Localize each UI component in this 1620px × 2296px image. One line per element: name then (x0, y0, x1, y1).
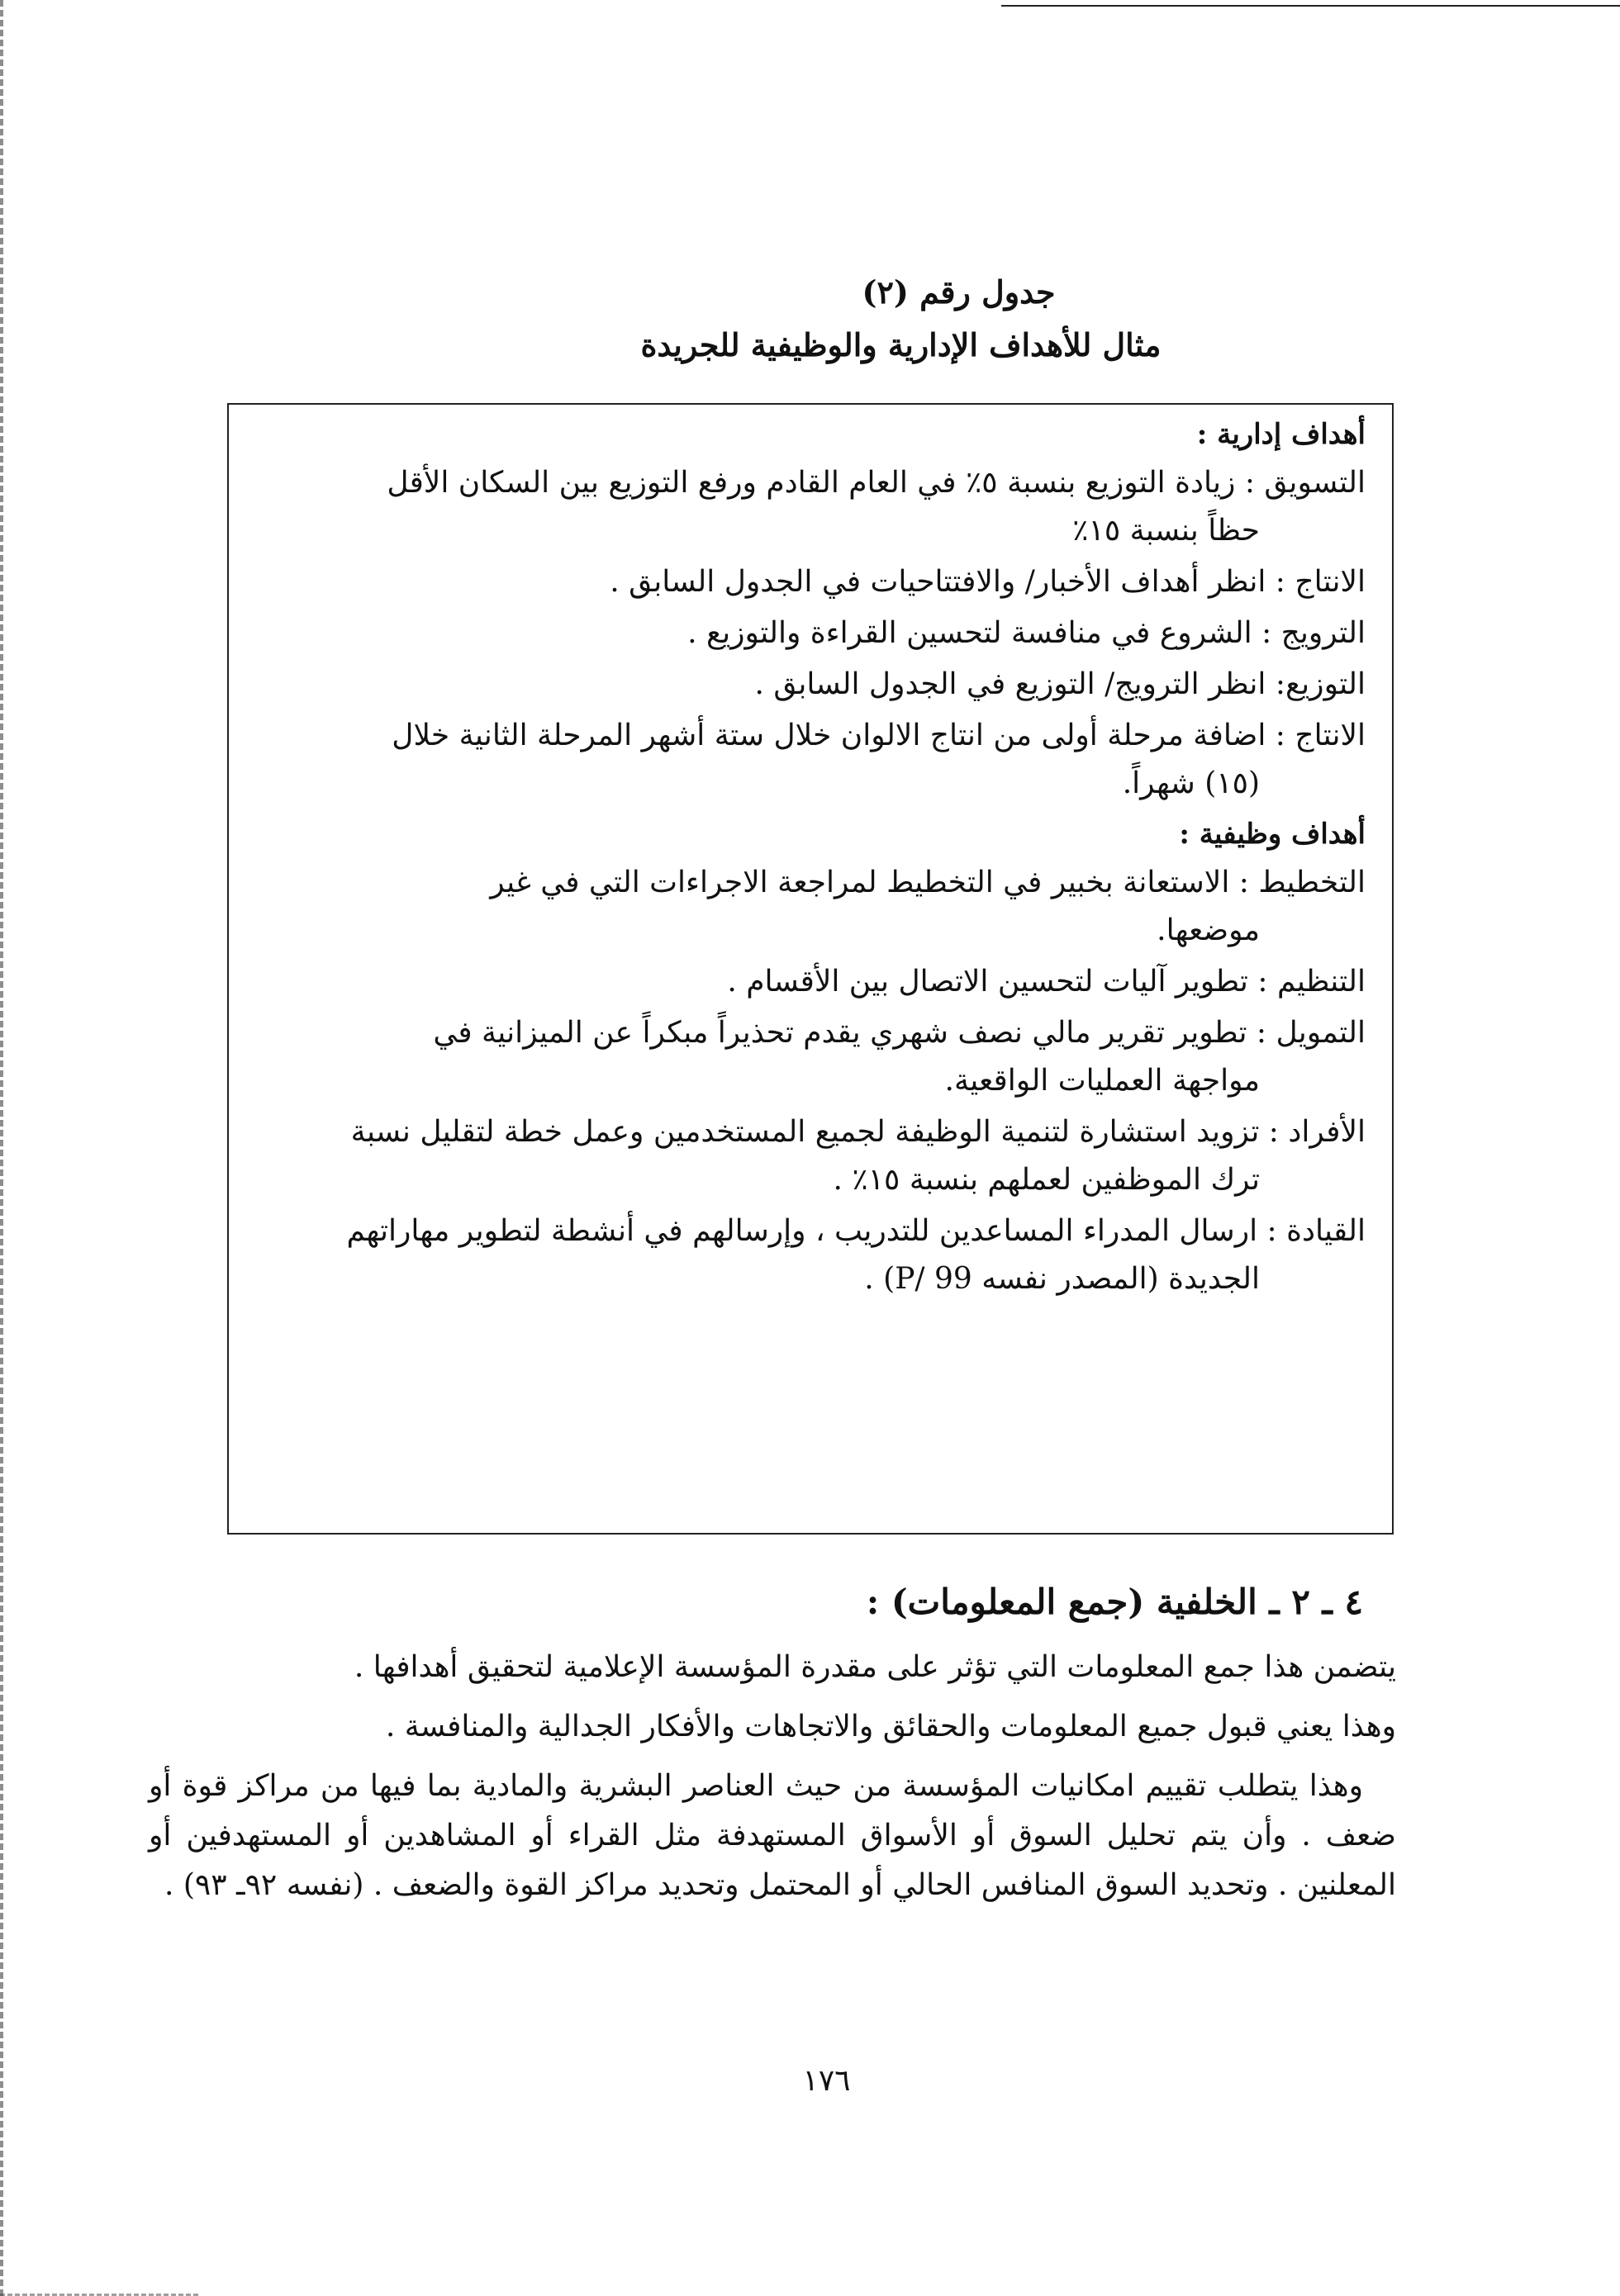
objective-production-color (278, 712, 1366, 808)
objective-leadership (278, 1207, 1366, 1303)
objective-continuation: مواجهة العمليات الواقعية. (944, 1064, 1260, 1098)
objective-marketing (278, 459, 1366, 555)
objective-text: الانتاج : اضافة مرحلة أولى من انتاج الالوان خلال ستة أشهر المرحلة الثانية خلال (392, 719, 1366, 752)
table-caption (0, 268, 1620, 369)
objective-promotion (278, 610, 1366, 657)
page-number: ١٧٦ (802, 2064, 851, 2098)
objective-continuation: الجديدة (المصدر نفسه 99 /P) . (864, 1262, 1260, 1296)
objective-organization (278, 958, 1366, 1006)
objective-continuation: موضعها. (1157, 913, 1260, 947)
objective-continuation: (١٥) شهراً. (1122, 766, 1260, 800)
objective-production (278, 558, 1366, 606)
table-title: جدول رقم (٢) (862, 273, 1056, 311)
section-heading: ٤ ـ ٢ ـ الخلفية (جمع المعلومات) : (866, 1582, 1363, 1622)
objective-text: التمويل : تطوير تقرير مالي نصف شهري يقدم تحذيراً مبكراً عن الميزانية في (433, 1016, 1366, 1050)
objective-finance (278, 1009, 1366, 1105)
objective-text: الانتاج : انظر أهداف الأخبار/ والافتتاحيات في الجدول السابق . (610, 565, 1366, 599)
body-paragraph: وهذا يتطلب تقييم امكانيات المؤسسة من حيث العناصر البشرية والمادية بما فيها من مراكز قوة أو ضعف . وأن يتم تحليل السوق أو الأسواق المستهدفة مثل القراء أو المشاهدين أو المستهدفين أو المعلنين . وتحديد السوق المنافس الحالي أو المحتمل وتحديد مراكز القوة والضعف . (نفسه ٩٢ـ ٩٣) . (149, 1769, 1396, 1902)
objectives-table (227, 403, 1394, 1535)
table-subtitle: مثال للأهداف الإدارية والوظيفية للجريدة (640, 326, 1162, 363)
group-heading-administrative: أهداف إدارية : (1196, 418, 1366, 451)
background-section (149, 1573, 1396, 1920)
objective-text: القيادة : ارسال المدراء المساعدين للتدريب ، وإرسالهم في أنشطة لتطوير مهاراتهم (346, 1214, 1366, 1248)
objective-text: التنظيم : تطوير آليات لتحسين الاتصال بين الأقسام . (727, 965, 1366, 999)
objective-continuation: حظاً بنسبة ١٥٪ (1072, 514, 1260, 548)
objective-text: التوزيع: انظر الترويج/ التوزيع في الجدول السابق . (754, 667, 1366, 701)
body-paragraph: يتضمن هذا جمع المعلومات التي تؤثر على مقدرة المؤسسة الإعلامية لتحقيق أهدافها . (354, 1650, 1396, 1684)
objective-planning (278, 859, 1366, 955)
objective-distribution (278, 661, 1366, 709)
objective-personnel (278, 1108, 1366, 1204)
objective-text: التسويق : زيادة التوزيع بنسبة ٥٪ في العام القادم ورفع التوزيع بين السكان الأقل (387, 466, 1366, 500)
body-paragraph: وهذا يعني قبول جميع المعلومات والحقائق والاتجاهات والأفكار الجدالية والمنافسة . (385, 1710, 1396, 1743)
group-heading-functional: أهداف وظيفية : (1179, 818, 1366, 851)
top-edge-rule (1001, 5, 1620, 7)
objective-continuation: ترك الموظفين لعملهم بنسبة ١٥٪ . (833, 1163, 1260, 1197)
objective-text: الأفراد : تزويد استشارة لتنمية الوظيفة لجميع المستخدمين وعمل خطة لتقليل نسبة (350, 1115, 1366, 1149)
objective-text: الترويج : الشروع في منافسة لتحسين القراءة والتوزيع . (687, 616, 1366, 650)
objective-text: التخطيط : الاستعانة بخبير في التخطيط لمراجعة الاجراءات التي في غير (490, 866, 1366, 899)
